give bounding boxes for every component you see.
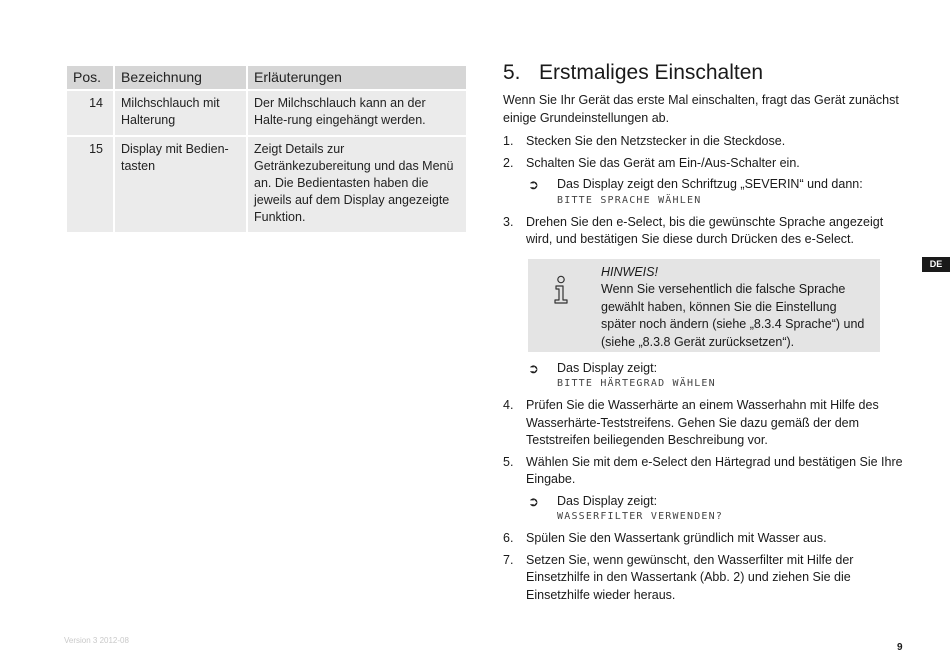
table-row [67, 90, 466, 136]
section-title [503, 60, 908, 86]
table-row [67, 136, 466, 233]
result-text: Das Display zeigt den Schriftzug „SEVERIN“ und dann: [557, 177, 863, 191]
step-number: 3. [503, 214, 514, 229]
note-heading: HINWEIS! [601, 264, 658, 279]
step-number: 6. [503, 531, 514, 545]
result-3 [526, 360, 908, 392]
col-header-erlaeuterungen: Erläuterungen [247, 66, 466, 90]
note-box [528, 259, 880, 352]
step-text: Wählen Sie mit dem e-Select den Härtegrad und bestätigen Sie Ihre Eingabe. [526, 454, 903, 486]
step-3 [503, 214, 908, 249]
section-title-text: Erstmaliges Einschalten [539, 61, 764, 84]
result-text: Das Display zeigt: [557, 360, 658, 375]
parts-table [67, 66, 466, 234]
step-text: Setzen Sie, wenn gewünscht, den Wasserfilter mit Hilfe der Einsetzhilfe in den Wassertank (Abb. 2) und ziehen Sie die Einsetzhilfe wieder heraus. [526, 552, 854, 602]
version-label: Version 3 2012-08 [64, 636, 129, 645]
step-5 [503, 454, 908, 489]
note-body [601, 264, 871, 352]
step-2 [503, 155, 908, 173]
table-header-row [67, 66, 466, 90]
arrow-right-icon: ➲ [528, 493, 539, 509]
arrow-right-icon: ➲ [528, 177, 539, 192]
step-number: 1. [503, 134, 514, 148]
section-erstmaliges-einschalten [503, 60, 908, 608]
result-text: Das Display zeigt: [557, 493, 658, 508]
cell-erlaeuterung: Zeigt Details zur Getränkezubereitung und das Menü an. Die Bedientasten haben die jeweils auf dem Display angezeigte Funktion. [247, 136, 466, 233]
display-text: WASSERFILTER VERWENDEN? [557, 511, 724, 522]
cell-bezeichnung: Milchschlauch mit Halterung [114, 90, 247, 136]
result-2 [526, 176, 908, 208]
step-number: 4. [503, 398, 514, 412]
step-number: 7. [503, 552, 514, 567]
step-text: Drehen Sie den e-Select, bis die gewünschte Sprache angezeigt wird, und bestätigen Sie diese durch Drücken des e-Select. [526, 214, 884, 246]
cell-erlaeuterung: Der Milchschlauch kann an der Halte-rung eingehängt werden. [247, 90, 466, 136]
step-1 [503, 133, 908, 151]
language-tab: DE [922, 257, 950, 272]
col-header-bezeichnung: Bezeichnung [114, 66, 247, 90]
col-header-pos: Pos. [67, 66, 114, 90]
step-number: 2. [503, 155, 514, 170]
note-text: Wenn Sie versehentlich die falsche Sprache gewählt haben, können Sie die Einstellung später noch ändern (siehe „8.3.4 Sprache“) und (siehe „8.3.8 Gerät zurücksetzen“). [601, 282, 865, 349]
result-5 [526, 493, 908, 525]
step-text: Prüfen Sie die Wasserhärte an einem Wasserhahn mit Hilfe des Wasserhärte-Teststreifens. Gehen Sie dazu gemäß der dem Teststreifen beiliegenden Beschreibung vor. [526, 398, 879, 447]
page-number: 9 [897, 642, 903, 653]
display-text: BITTE SPRACHE WÄHLEN [557, 194, 702, 206]
section-intro: Wenn Sie Ihr Gerät das erste Mal einschalten, fragt das Gerät zunächst einige Grundeinstellungen ab. [503, 93, 899, 125]
step-number: 5. [503, 454, 514, 469]
cell-bezeichnung: Display mit Bedien-tasten [114, 136, 247, 233]
step-7 [503, 552, 908, 605]
step-text: Stecken Sie den Netzstecker in die Steckdose. [526, 134, 786, 148]
step-text: Schalten Sie das Gerät am Ein-/Aus-Schalter ein. [526, 155, 800, 170]
step-text: Spülen Sie den Wassertank gründlich mit Wasser aus. [526, 531, 827, 545]
arrow-right-icon: ➲ [528, 360, 539, 376]
step-4 [503, 397, 908, 450]
step-6 [503, 530, 908, 548]
info-icon [550, 275, 572, 305]
section-number: 5. [503, 61, 521, 84]
cell-pos: 15 [67, 136, 114, 233]
display-text: BITTE HÄRTEGRAD WÄHLEN [557, 378, 716, 389]
cell-pos: 14 [67, 90, 114, 136]
